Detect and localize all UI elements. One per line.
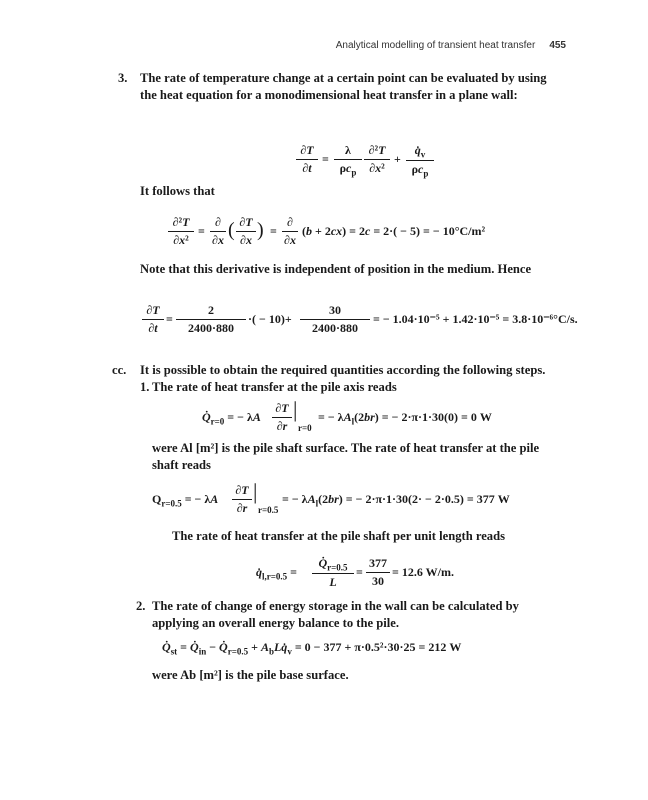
cc-label: cc. [112,363,127,377]
where-shaft-text: were Al [m²] is the pile shaft surface. The rate of heat transfer at the pile shaft reads [152,441,540,472]
heat-eq-lambda-frac: λ $\rho c_p$ [334,143,362,177]
eq-sign: = [198,224,205,238]
shaft-eval-sub: r=0.5 [258,505,279,515]
shaft-eq-lhs: $Q_{r=0.5}$ = − λA [152,492,219,509]
d-dx-2: ∂ ∂x [282,215,298,248]
step-2-number: 2. [136,599,146,613]
axis-dt-dr: $\frac{\partial T}{\partial r}$ [272,401,292,434]
item-3-text: The rate of temperature change at a certain point can be evaluated by using the heat equation for a monodimensional heat transfer in a plane wall: [140,71,547,102]
rate-eq-sign: = [166,312,173,326]
shaft-eq-result: = − $\lambda A_l(2br)$ = − 2·π·1·30(2· − 2·0.5) = 377 W [282,492,510,509]
eq-sign-2: = [270,224,277,238]
rate-frac-1: $\frac{2}{2400\cdot 880}$ [176,303,246,336]
step-2-text: The rate of change of energy storage in the wall can be calculated by applying an overall energy balance to the pile. [152,599,519,630]
running-title: Analytical modelling of transient heat transfer [335,40,536,51]
heat-eq-second-derivative: $\frac{\text{∂²T}}{\text{∂x²}}$ [364,143,390,176]
d2t-dx2: $\frac{\text{∂²T}}{\text{∂x²}}$ [168,215,194,248]
cc-intro: It is possible to obtain the required quantities according the following steps. [140,363,546,377]
rate-term-1: ·( − 10)+ [248,312,292,326]
axis-eval-sub: r=0 [298,423,312,433]
rate-result: = − 1.04·10⁻⁵ + 1.42·10⁻⁵ = 3.8·10⁻⁶°C/s. [373,312,578,326]
axis-eq-result: = − $\lambda A_l(2br)$ = − 2·π·1·30(0) = 0 W [318,410,492,427]
heat-eq-source-frac: $q̇_v$ $\rho c_p$ [406,143,434,179]
open-paren: ( [228,219,235,241]
per-length-lhs: $q̇_{l,r=0.5}$ = [256,565,297,582]
per-length-frac-1: $\frac{Q̇_{r=0.5}}{L}$ [312,556,354,590]
where-base-text: were Ab [m²] is the pile base surface. [152,668,349,682]
step-1-text: The rate of heat transfer at the pile axis reads [152,380,397,394]
d-dx: ∂ ∂x [210,215,226,248]
running-header [336,40,566,51]
storage-equation: $Q̇_{st}$ = $Q̇_{in}$ − $Q̇_{r=0.5}$ + $A_bLq̇_v = 0 - 377 + \pi\cdot 0.5^2\cdot 30\cdot 25 = 212$ W [162,640,462,657]
per-length-result: = 12.6 W/m. [392,565,454,579]
per-length-eq: = [356,565,363,579]
per-length-text: The rate of heat transfer at the pile shaft per unit length reads [172,529,506,543]
shaft-dt-dr: $\frac{\partial T}{\partial r}$ [232,483,252,516]
note-text: Note that this derivative is independent of position in the medium. Hence [140,262,532,276]
item-3-number: 3. [118,71,128,85]
eval-bar: | [293,397,298,422]
dt-dt: $\frac{\partial T}{\partial t}$ [142,303,164,336]
second-derivative-result: (b + 2cx) = 2c = 2·( − 5) = − 10°C/m² [302,224,486,238]
heat-eq-plus: + [394,152,401,166]
shaft-eval-bar: | [253,479,258,504]
step-1-number: 1. [140,380,150,394]
heat-eq-lhs: $\frac{\partial T}{\partial t}$ [296,143,318,176]
dt-dx: $\frac{\partial T}{\partial x}$ [236,215,256,248]
rate-frac-2: $\frac{30}{2400\cdot 880}$ [300,303,370,336]
axis-eq-lhs: $Q̇_{r=0}$ = − λA [202,410,261,427]
heat-eq-equals: = [322,152,329,166]
page-number: 455 [549,40,566,51]
per-length-frac-2: $\frac{377}{30}$ [366,556,390,589]
it-follows-text: It follows that [140,184,215,198]
close-paren: ) [257,219,264,241]
